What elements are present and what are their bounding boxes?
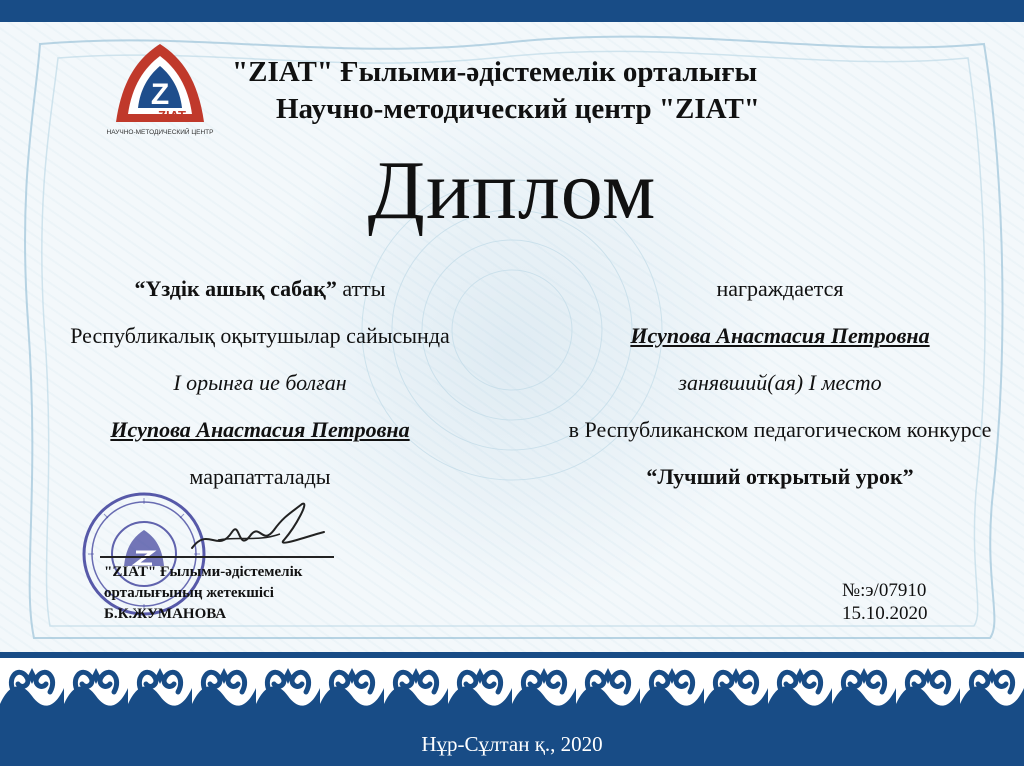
right-competition: в Республиканском педагогическом конкурсе (568, 417, 992, 442)
left-awarded: марапатталады (189, 464, 331, 489)
diploma-number: №:э/07910 (842, 580, 927, 601)
left-place: І орынға ие болған (173, 370, 347, 395)
right-recipient: Исупова Анастасия Петровна (630, 323, 930, 348)
left-event-name: “Үздік ашық сабақ” (134, 276, 337, 301)
right-place: занявший(ая) I место (678, 370, 882, 395)
ornament-band (0, 652, 1024, 722)
logo-letter: Z (150, 78, 170, 111)
signatory-line1: "ZIAT" Ғылыми-әдістемелік (104, 564, 303, 580)
ziat-logo-icon (106, 40, 214, 140)
right-event-name: “Лучший открытый урок” (646, 464, 914, 489)
diploma-date: 15.10.2020 (842, 603, 928, 624)
org-name-ru: Научно-методический центр "ZIAT" (276, 93, 760, 125)
signature-line (100, 556, 334, 558)
left-event-suffix: атты (342, 276, 386, 301)
left-event-line (30, 276, 490, 302)
diploma-title: Диплом (367, 144, 657, 237)
left-recipient: Исупова Анастасия Петровна (110, 417, 410, 442)
logo-word: ZIAT (158, 108, 186, 123)
kazakh-ornament-icon (0, 652, 1024, 722)
signatory-line2: орталығының жетекшісі (104, 585, 274, 601)
signatory-name: Б.К.ЖУМАНОВА (104, 606, 227, 622)
org-name-kz: "ZIAT" Ғылыми-әдістемелік орталығы (232, 56, 758, 88)
top-band (0, 0, 1024, 22)
footer-city-year: Нұр-Сұлтан қ., 2020 (421, 732, 603, 756)
right-awarded: награждается (716, 276, 844, 301)
logo-caption: НАУЧНО-МЕТОДИЧЕСКИЙ ЦЕНТР (106, 129, 214, 136)
left-competition: Республикалық оқытушылар сайысында (70, 323, 450, 348)
